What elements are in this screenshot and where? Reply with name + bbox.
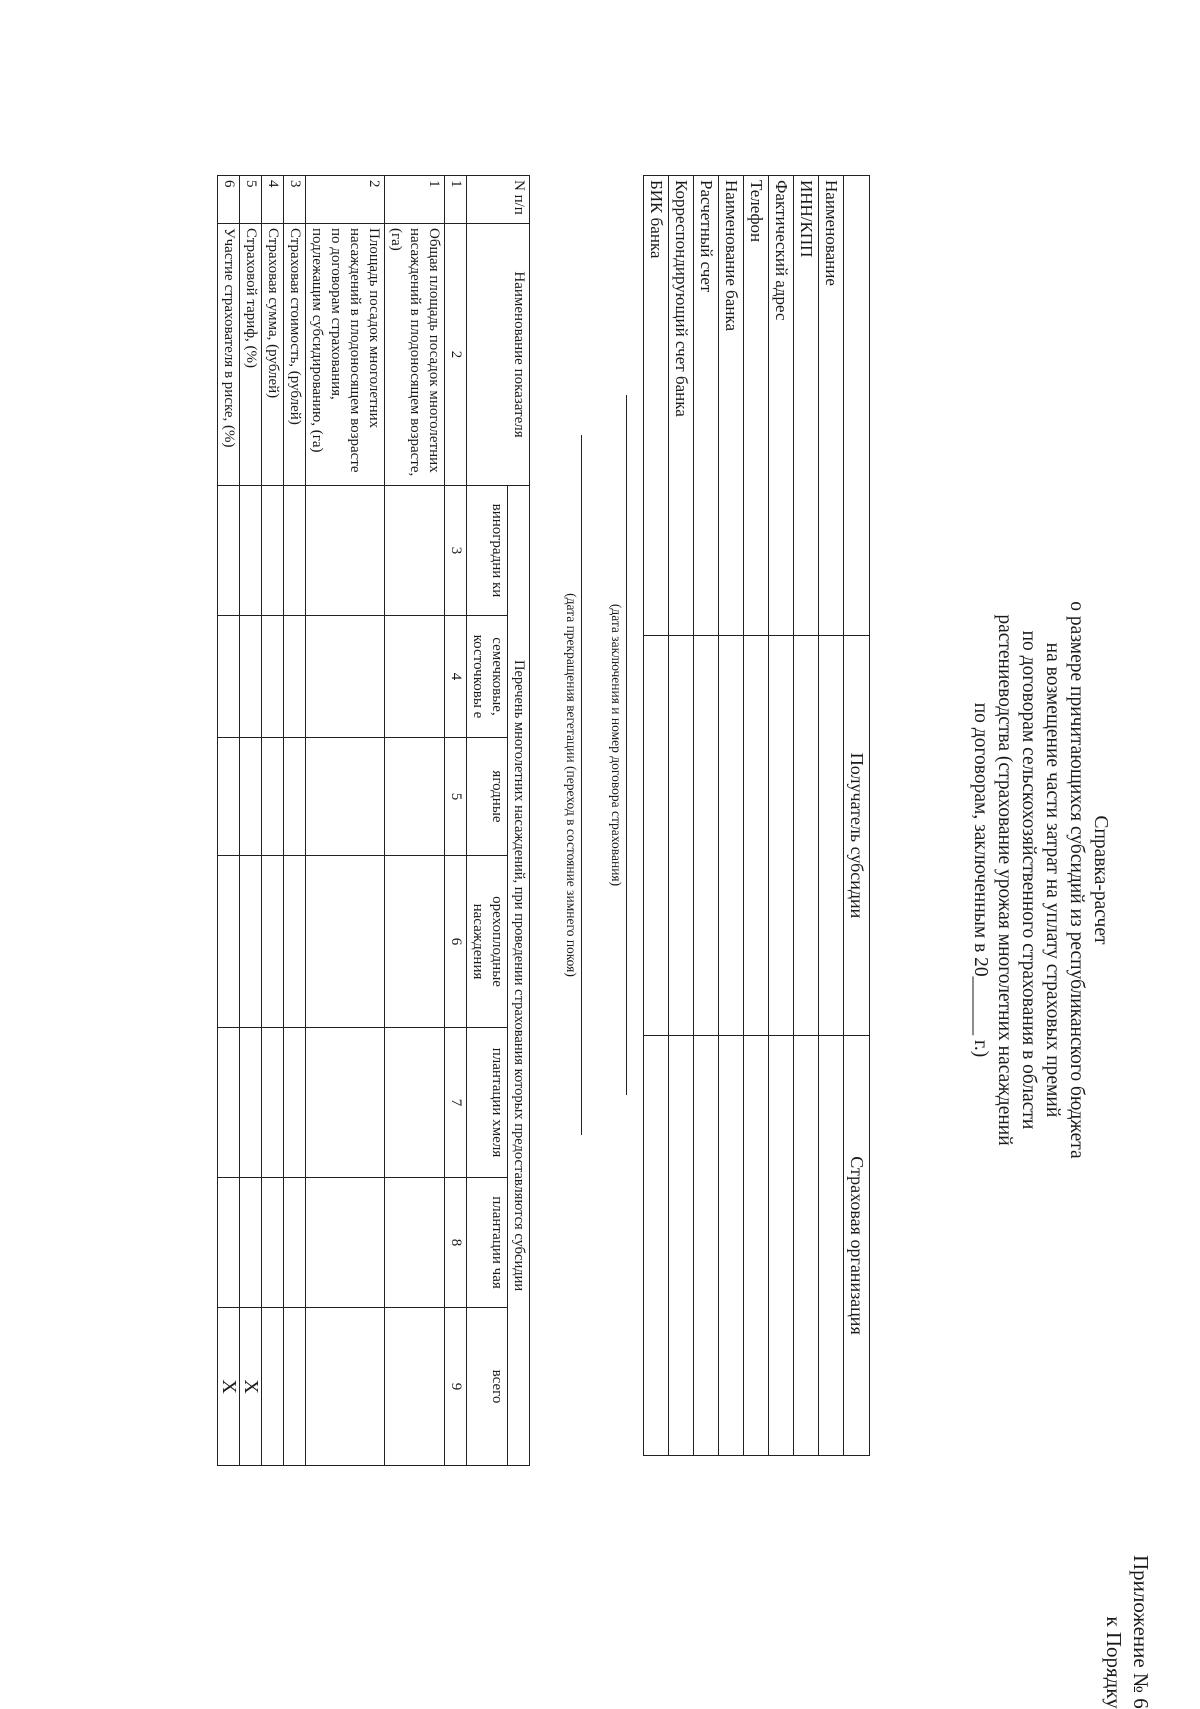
row-label: Расчетный счет [694, 176, 719, 636]
value-cell [262, 1178, 284, 1308]
value-cell [769, 636, 794, 1036]
row-label: Участие страхователя в риске, (%) [218, 224, 240, 486]
row-label: Страховая стоимость, (рублей) [284, 224, 306, 486]
title-line: Справка-расчет [1090, 815, 1111, 945]
value-cell [385, 486, 445, 616]
value-cell [385, 1028, 445, 1178]
header-cell: Страховая организация [844, 1036, 870, 1456]
signature-line [626, 395, 627, 1095]
value-cell [218, 616, 240, 738]
table-row [794, 176, 819, 1456]
requisites-table [643, 175, 870, 1456]
value-cell [669, 1036, 694, 1456]
row-number: 2 [306, 176, 385, 224]
appendix-order: к Порядку [1102, 1616, 1126, 1709]
value-cell [306, 856, 385, 1028]
value-cell [306, 1028, 385, 1178]
value-cell [284, 616, 306, 738]
row-label: Общая площадь посадок многолетних насаждений в плодоносящем возрасте, (га) [385, 224, 445, 486]
document-page [100, 135, 1160, 1709]
value-cell [218, 856, 240, 1028]
column-number: 6 [445, 856, 467, 1028]
table-row [284, 176, 306, 1466]
value-cell [744, 636, 769, 1036]
column-number: 5 [445, 738, 467, 856]
value-cell [240, 856, 262, 1028]
table-row [819, 176, 844, 1456]
table-row [769, 176, 794, 1456]
value-cell [694, 636, 719, 1036]
value-cell [262, 486, 284, 616]
value-cell [240, 1028, 262, 1178]
value-cell [644, 636, 669, 1036]
contract-field [608, 395, 627, 1095]
header-cell: плантации хмеля [467, 1028, 508, 1178]
value-cell [284, 486, 306, 616]
table-row [669, 176, 694, 1456]
column-number: 3 [445, 486, 467, 616]
header-cell: Наименование показателя [467, 224, 530, 486]
value-cell [719, 1036, 744, 1456]
table-row [445, 176, 467, 1466]
value-cell [794, 636, 819, 1036]
value-cell [240, 1178, 262, 1308]
value-cell [284, 1178, 306, 1308]
value-cell [218, 486, 240, 616]
group-header-cell: Перечень многолетних насаждений, при проведении страхования которых предоставляются субсидии [508, 486, 530, 1466]
row-label: Наименование банка [719, 176, 744, 636]
value-cell [385, 616, 445, 738]
value-cell [669, 636, 694, 1036]
header-cell: орехоплодные насаждения [467, 856, 508, 1028]
table-row [744, 176, 769, 1456]
table-row [240, 176, 262, 1466]
row-label: ИНН/КПП [794, 176, 819, 636]
column-number: 4 [445, 616, 467, 738]
value-cell [284, 1028, 306, 1178]
value-cell [769, 1036, 794, 1456]
header-cell [844, 176, 870, 636]
total-cell [306, 1308, 385, 1466]
value-cell [284, 738, 306, 856]
table-row [844, 176, 870, 1456]
value-cell [262, 738, 284, 856]
row-label: БИК банка [644, 176, 669, 636]
table-row [508, 176, 530, 1466]
value-cell [719, 636, 744, 1036]
value-cell [284, 856, 306, 1028]
table-row [218, 176, 240, 1466]
value-cell [240, 616, 262, 738]
row-label: Страховая сумма, (рублей) [262, 224, 284, 486]
header-cell: семечковые, косточковы е [467, 616, 508, 738]
header-cell: всего [467, 1308, 508, 1466]
value-cell [262, 1028, 284, 1178]
title-line: о размере причитающихся субсидий из республиканского бюджета [1066, 601, 1087, 1159]
title-line: по договорам, заключенным в 20______ г.) [970, 702, 991, 1058]
table-row [262, 176, 284, 1466]
row-number: 3 [284, 176, 306, 224]
table-row [719, 176, 744, 1456]
value-cell [306, 738, 385, 856]
row-label: Наименование [819, 176, 844, 636]
row-number: 5 [240, 176, 262, 224]
row-number: 4 [262, 176, 284, 224]
value-cell [218, 738, 240, 856]
value-cell [240, 486, 262, 616]
table-row [306, 176, 385, 1466]
value-cell [385, 856, 445, 1028]
table-row [644, 176, 669, 1456]
value-cell [240, 738, 262, 856]
row-label: Площадь посадок многолетних насаждений в плодоносящем возрасте по договорам страхования, подлежащим субсидированию, (га) [306, 224, 385, 486]
column-number: 1 [445, 176, 467, 224]
row-number: 1 [385, 176, 445, 224]
title-line: по договорам сельскохозяйственного страхования в области [1018, 630, 1039, 1130]
header-cell: плантации чая [467, 1178, 508, 1308]
value-cell [262, 856, 284, 1028]
value-cell [385, 738, 445, 856]
row-label: Корреспондирующий счет банка [669, 176, 694, 636]
total-cell [262, 1308, 284, 1466]
value-cell [644, 1036, 669, 1456]
value-cell [218, 1028, 240, 1178]
header-cell: виноградни ки [467, 486, 508, 616]
table-row [385, 176, 445, 1466]
total-cell [385, 1308, 445, 1466]
cross-mark: X [240, 1308, 262, 1466]
value-cell [306, 486, 385, 616]
total-cell [284, 1308, 306, 1466]
value-cell [819, 636, 844, 1036]
document-title [968, 375, 1112, 1385]
row-label: Страховой тариф, (%) [240, 224, 262, 486]
column-number: 2 [445, 224, 467, 486]
appendix-reference [1100, 1555, 1154, 1709]
value-cell [306, 616, 385, 738]
signature-line [581, 435, 582, 1135]
value-cell [794, 1036, 819, 1456]
value-cell [385, 1178, 445, 1308]
value-cell [744, 1036, 769, 1456]
value-cell [819, 1036, 844, 1456]
row-label: Телефон [744, 176, 769, 636]
title-line: на возмещение части затрат на уплату страховых премий [1042, 642, 1063, 1118]
vegetation-caption: (дата прекращения вегетации (переход в состояние зимнего покоя) [564, 593, 579, 977]
title-line: растениеводства (страхование урожая многолетних насаждений [994, 614, 1015, 1146]
contract-caption: (дата заключения и номер договора страхования) [609, 603, 624, 887]
vegetation-field [563, 435, 582, 1135]
column-number: 8 [445, 1178, 467, 1308]
cross-mark: X [218, 1308, 240, 1466]
row-label: Фактический адрес [769, 176, 794, 636]
header-cell: N п/п [467, 176, 530, 224]
row-number: 6 [218, 176, 240, 224]
column-number: 9 [445, 1308, 467, 1466]
column-number: 7 [445, 1028, 467, 1178]
table-row [694, 176, 719, 1456]
appendix-number: Приложение № 6 [1129, 1555, 1153, 1709]
value-cell [262, 616, 284, 738]
header-cell: ягодные [467, 738, 508, 856]
header-cell: Получатель субсидии [844, 636, 870, 1036]
value-cell [694, 1036, 719, 1456]
value-cell [306, 1178, 385, 1308]
indicators-table [217, 175, 530, 1466]
value-cell [218, 1178, 240, 1308]
